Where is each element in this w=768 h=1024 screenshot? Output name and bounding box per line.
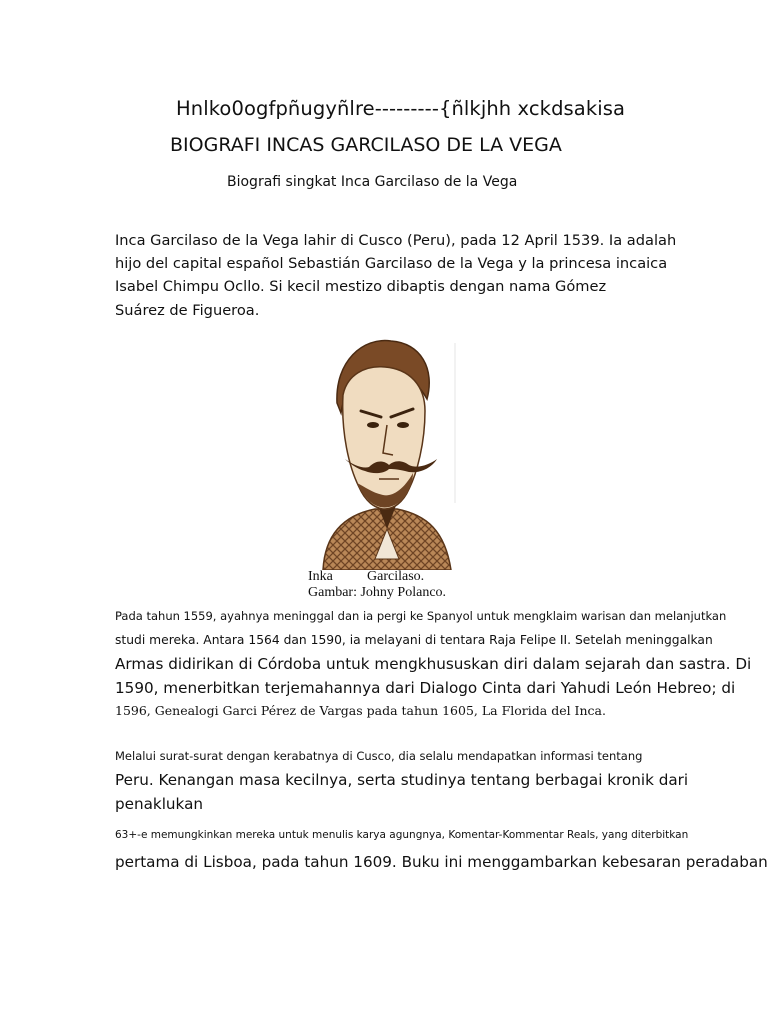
- para1-line1: Inca Garcilaso de la Vega lahir di Cusco (Peru), pada 12 April 1539. Ia adalah: [115, 232, 677, 249]
- para2-line3: Armas didirikan di Córdoba untuk mengkhususkan diri dalam sejarah dan sastra. Di: [115, 655, 752, 673]
- para3-line2: Peru. Kenangan masa kecilnya, serta studinya tentang berbagai kronik dari: [115, 771, 689, 789]
- para1-line3: Isabel Chimpu Ocllo. Si kecil mestizo dibaptis dengan nama Gómez: [115, 278, 607, 295]
- figure-caption-word2: Garcilaso.: [367, 569, 425, 584]
- figure-credit: Gambar: Johny Polanco.: [308, 585, 447, 600]
- para3-line3: penaklukan: [115, 795, 204, 813]
- para2-line4: 1590, menerbitkan terjemahannya dari Dialogo Cinta dari Yahudi León Hebreo; di: [115, 679, 736, 697]
- garcilaso-caricature-image: [305, 333, 467, 570]
- para1-line2: hijo del capital español Sebastián Garcilaso de la Vega y la princesa incaica: [115, 255, 668, 272]
- para4-line2: pertama di Lisboa, pada tahun 1609. Buku ini menggambarkan kebesaran peradaban: [115, 853, 768, 871]
- para2-line5: 1596, Genealogi Garci Pérez de Vargas pada tahun 1605, La Florida del Inca.: [115, 703, 606, 718]
- page-subtitle: Biografi singkat Inca Garcilaso de la Vega: [227, 174, 518, 190]
- para4-line1: 63+-e memungkinkan mereka untuk menulis karya agungnya, Komentar-Kommentar Reals, yang diterbitkan: [115, 829, 689, 841]
- figure-caption-word1: Inka: [308, 569, 333, 584]
- para2-line1: Pada tahun 1559, ayahnya meninggal dan ia pergi ke Spanyol untuk mengklaim warisan dan melanjutkan: [115, 609, 727, 623]
- para2-line2: studi mereka. Antara 1564 dan 1590, ia melayani di tentara Raja Felipe II. Setelah meninggalkan: [115, 633, 713, 647]
- para3-line1: Melalui surat-surat dengan kerabatnya di Cusco, dia selalu mendapatkan informasi tentang: [115, 749, 643, 763]
- para1-line4: Suárez de Figueroa.: [115, 302, 260, 319]
- page-title: BIOGRAFI INCAS GARCILASO DE LA VEGA: [170, 134, 562, 156]
- garbled-header: Hnlko0ogfpñugyñlre---------{ñlkjhh xckdsakisa: [176, 97, 626, 120]
